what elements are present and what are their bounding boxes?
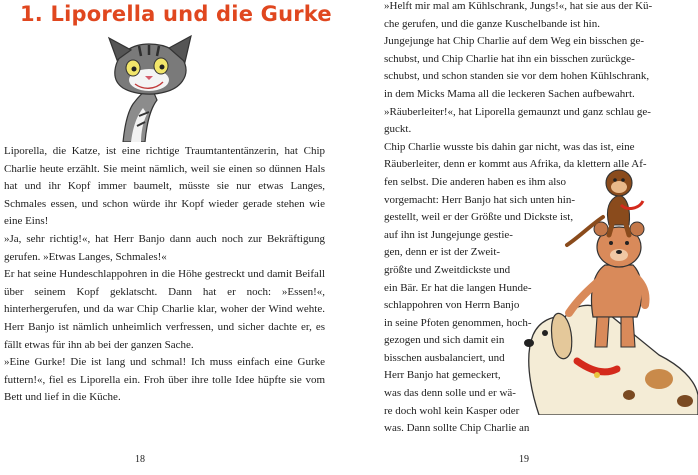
text-line: Herr Banjo hat gemeckert,: [384, 369, 501, 382]
text-line: Räuberleiter, denn er kommt aus Afrika, da klettern alle Af-: [384, 158, 647, 171]
paragraph: »Eine Gurke! Die ist lang und schmal! Ich muss einfach eine Gurke futtern!«, fiel es Liporella ein. Froh über ihre tolle Idee hüpfte sie vom Bett und lief in die Küche.: [4, 356, 325, 404]
page-number: 19: [519, 454, 529, 465]
text-line: was. Dann sollte Chip Charlie an: [384, 422, 530, 435]
text-line: »Räuberleiter!«, hat Liporella gemaunzt und ganz schlau ge-: [384, 105, 651, 118]
text-line: che gerufen, und die ganze Kuschelbande ist hin.: [384, 17, 600, 30]
text-line: vorgemacht: Herr Banjo hat sich unten hin-: [384, 193, 576, 206]
dog-illustration: [524, 305, 698, 415]
text-line: ein Bär. Er hat die langen Hunde-: [384, 281, 532, 294]
text-line: in seine Pfoten genommen, hoch-: [384, 316, 532, 329]
text-line: gezogen und sich damit ein: [384, 334, 505, 347]
text-line: auf ihn ist Jungejunge gestie-: [384, 228, 513, 241]
text-line: Jungejunge hat Chip Charlie auf dem Weg ein bisschen ge-: [384, 35, 645, 48]
left-body-text: [4, 143, 325, 407]
right-page: [349, 0, 698, 475]
cat-illustration: [95, 30, 205, 142]
text-line: was das denn solle und er wä-: [384, 387, 516, 400]
text-line: gen, denn er ist der Zweit-: [384, 246, 501, 259]
text-line: bisschen ausbalanciert, und: [384, 351, 505, 364]
text-line: schubst, und Chip Charlie hat ihn ein bisschen zurückge-: [384, 52, 635, 65]
text-line: größte und Zweitdickste und: [384, 263, 511, 276]
text-line: schlappohren von Herrn Banjo: [384, 299, 520, 312]
paragraph: »Ja, sehr richtig!«, hat Herr Banjo dann auch noch zur Bekräftigung gerufen. »Etwas Langes, Schmales!«: [4, 232, 325, 263]
text-line: fen selbst. Die anderen haben es ihm also: [384, 175, 567, 188]
chapter-title: 1. Liporella und die Gurke: [20, 2, 332, 26]
paragraph: Liporella, die Katze, ist eine richtige Traumtantentänzerin, hat Chip Charlie heute erzählt. Sie meint nämlich, weil sie einen so dünnen Hals hat und ihr Kopf immer baumelt, müsste sie nur etwas Langes, Schmales essen, und schon würde ihr Kopf wieder gerade stehen wie eine Eins!: [4, 145, 325, 228]
text-line: guckt.: [384, 123, 412, 136]
text-line: Chip Charlie wusste bis dahin gar nicht, was das ist, eine: [384, 140, 635, 153]
text-line: schubst, und schon standen sie vor dem hohen Kühlschrank,: [384, 70, 650, 83]
page-number: 18: [135, 454, 145, 465]
text-line: gestellt, weil er der Größte und Dickste ist,: [384, 211, 574, 224]
text-line: »Helft mir mal am Kühlschrank, Jungs!«, hat sie aus der Kü-: [384, 0, 653, 12]
animal-stack-illustration: [509, 165, 698, 415]
text-line: in dem Micks Mama all die leckeren Sachen aufbewahrt.: [384, 87, 635, 100]
paragraph: Er hat seine Hundeschlappohren in die Höhe gestreckt und damit Beifall über seinem Kopf geklatscht. Dann hat er noch: »Essen!«, hinterhergerufen, und da war Chip Charlie klar, woher der Wind wehte. Herr Banjo ist nämlich unheimlich verfressen, und sicher dachte er, es fällt etwas für ihn ab bei der ganzen Sache.: [4, 268, 325, 351]
text-line: re doch wohl kein Kasper oder: [384, 404, 520, 417]
